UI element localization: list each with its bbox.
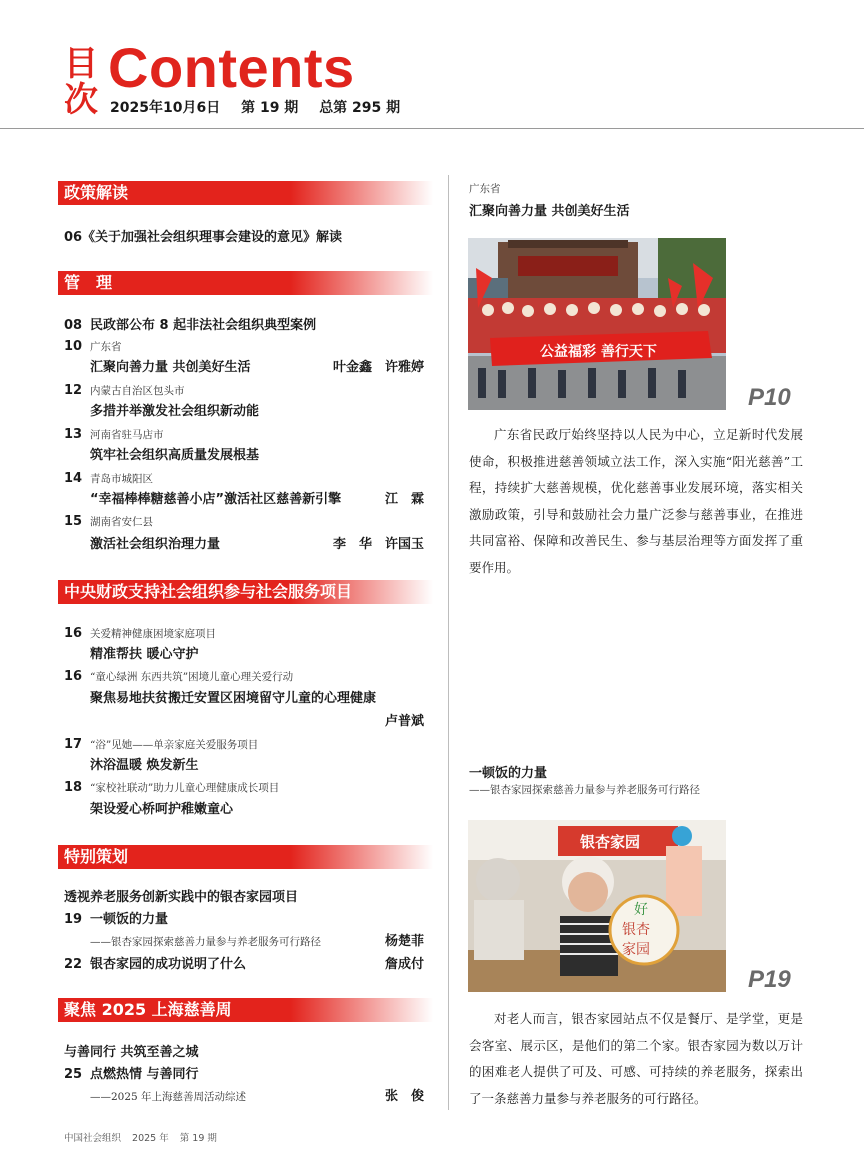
article-title: 聚焦易地扶贫搬迁安置区困境留守儿童的心理健康: [90, 691, 377, 706]
article-title: 筑牢社会组织高质量发展根基: [90, 448, 260, 463]
toc-entry[interactable]: [64, 910, 424, 930]
toc-entry[interactable]: [64, 446, 424, 466]
issue-number: 第 19 期: [241, 100, 299, 116]
article-title: 银杏家园的成功说明了什么: [90, 957, 247, 972]
footer-year: 2025 年: [132, 1133, 169, 1144]
article-author: 叶金鑫 许雅婷: [332, 360, 424, 375]
feature-heading: 与善同行 共筑至善之城: [64, 1045, 199, 1060]
column-divider: [448, 175, 449, 1110]
page-number: 13: [64, 427, 83, 442]
article-author: 张 俊: [384, 1089, 424, 1104]
total-issue-number: 总第 295 期: [319, 100, 401, 116]
toc-entry[interactable]: [64, 402, 424, 422]
page-number: 12: [64, 383, 83, 398]
article-title: 汇聚向善力量 共创美好生活: [90, 360, 251, 375]
contents-title: Contents: [108, 36, 355, 99]
article-author: 江 霖: [384, 492, 424, 507]
elderly-diners-illustration: [468, 820, 726, 992]
feature-photo-charity-event: [468, 238, 726, 410]
feature-heading: 透视养老服务创新实践中的银杏家园项目: [64, 890, 299, 905]
ginkgo-sign-text: 银杏家园: [580, 833, 641, 851]
region-label: 广东省: [90, 341, 122, 353]
region-label: 湖南省安仁县: [90, 516, 153, 528]
toc-entry-author-line: [64, 712, 424, 732]
toc-entry[interactable]: [64, 645, 424, 665]
feature-page-ref: P10: [748, 384, 791, 411]
article-title: 《关于加强社会组织理事会建设的意见》解读: [82, 230, 343, 245]
toc-entry[interactable]: [64, 316, 424, 336]
article-title: 精准帮扶 暖心守护: [90, 647, 199, 662]
feature-subtitle: ——银杏家园探索慈善力量参与养老服务可行路径: [469, 784, 700, 796]
fan-top-char: 好: [634, 902, 648, 918]
section-banner-policy: [58, 181, 433, 205]
article-subtitle: ——银杏家园探索慈善力量参与养老服务可行路径: [90, 936, 321, 948]
article-title: 激活社会组织治理力量: [90, 537, 221, 552]
page-number: 18: [64, 780, 83, 795]
page-number: 14: [64, 471, 83, 486]
section-banner-management: [58, 271, 433, 295]
toc-entry-region: [64, 778, 424, 798]
article-title: 民政部公布 8 起非法社会组织典型案例: [90, 318, 317, 333]
toc-entry-region: [64, 735, 424, 755]
toc-entry-region: [64, 624, 424, 644]
fan-line-1: 银杏: [622, 922, 650, 938]
region-label: 青岛市城阳区: [90, 473, 153, 485]
section-label: 政策解读: [64, 183, 129, 202]
page-number: 08: [64, 318, 83, 333]
feature-photo-elderly-diners: [468, 820, 726, 992]
fan-line-2: 家园: [622, 942, 650, 958]
article-title: 点燃热情 与善同行: [90, 1067, 199, 1082]
page-number: 17: [64, 737, 83, 752]
toc-entry-region: [64, 381, 424, 401]
article-title: 沐浴温暖 焕发新生: [90, 758, 199, 773]
toc-entry[interactable]: [64, 756, 424, 776]
article-subtitle: ——2025 年上海慈善周活动综述: [90, 1091, 247, 1103]
toc-entry[interactable]: [64, 535, 424, 555]
page-number: 16: [64, 669, 83, 684]
section-label: 管 理: [64, 273, 113, 292]
section-banner-focus: [58, 998, 433, 1022]
toc-entry[interactable]: [64, 689, 424, 709]
toc-entry[interactable]: [64, 800, 424, 820]
issue-info: [110, 97, 416, 117]
feature-page-ref: P19: [748, 966, 791, 993]
charity-event-illustration: [468, 238, 726, 410]
article-title: 架设爱心桥呵护稚嫩童心: [90, 802, 234, 817]
toc-entry-region: [64, 667, 424, 687]
page-number: 15: [64, 514, 83, 529]
issue-date: 2025年10月6日: [110, 100, 221, 116]
section-label: 特别策划: [64, 847, 129, 866]
article-author: 卢普斌: [384, 714, 424, 729]
project-label: “童心绿洲 东西共筑”困境儿童心理关爱行动: [90, 671, 294, 683]
project-label: 关爱精神健康困境家庭项目: [90, 628, 216, 640]
toc-entry[interactable]: [64, 490, 424, 510]
mulu-heading: [64, 46, 106, 118]
footer-issue: 第 19 期: [179, 1133, 217, 1144]
page-number: 10: [64, 339, 83, 354]
article-author: 詹成付: [384, 957, 424, 972]
toc-entry-subtitle: [64, 1087, 424, 1107]
toc-entry-region: [64, 425, 424, 445]
toc-entry[interactable]: [64, 358, 424, 378]
event-banner-text: 公益福彩 善行天下: [540, 344, 657, 360]
article-title: “幸福棒棒糖慈善小店”激活社区慈善新引擎: [90, 492, 342, 507]
toc-entry[interactable]: [64, 228, 424, 248]
section-heading: [64, 888, 424, 908]
article-author: 杨楚菲: [384, 934, 424, 949]
feature-summary: 广东省民政厅始终坚持以人民为中心，立足新时代发展使命，积极推进慈善领域立法工作，深入实施“阳光慈善”工程，持续扩大慈善规模，优化慈善事业发展环境，落实相关激励政策，引导和鼓励社会力量广泛参与慈善事业，在推进共同富裕、保障和改善民生、参与基层治理等方面发挥了重要作用。: [469, 427, 803, 575]
feature-title[interactable]: 一顿饭的力量: [469, 766, 548, 781]
project-label: “家校社联动”助力儿童心理健康成长项目: [90, 782, 280, 794]
region-label: 内蒙古自治区包头市: [90, 385, 185, 397]
header-divider: [0, 128, 864, 129]
footer-magazine: 中国社会组织: [64, 1133, 122, 1144]
section-label: 中央财政支持社会组织参与社会服务项目: [64, 582, 353, 601]
toc-entry[interactable]: [64, 1065, 424, 1085]
article-title: 多措并举激发社会组织新动能: [90, 404, 260, 419]
page-footer: [64, 1130, 225, 1144]
toc-entry-subtitle: [64, 932, 424, 952]
region-label: 河南省驻马店市: [90, 429, 164, 441]
article-author: 李 华 许国玉: [332, 537, 424, 552]
feature-title[interactable]: 汇聚向善力量 共创美好生活: [469, 204, 630, 219]
section-banner-special: [58, 845, 433, 869]
section-label: 聚焦 2025 上海慈善周: [64, 1000, 232, 1019]
toc-entry-region: [64, 512, 424, 532]
page-number: 22: [64, 957, 83, 972]
project-label: “浴”见她——单亲家庭关爱服务项目: [90, 739, 259, 751]
section-banner-central: [58, 580, 433, 604]
toc-entry-region: [64, 337, 424, 357]
page-number: 16: [64, 626, 83, 641]
toc-entry-region: [64, 469, 424, 489]
mulu-bottom-char: 次: [64, 80, 98, 120]
feature-region: 广东省: [469, 183, 501, 195]
page-number: 19: [64, 912, 83, 927]
mulu-top-char: 目: [64, 44, 98, 84]
page-number: 25: [64, 1067, 83, 1082]
page-number: 06: [64, 230, 83, 245]
feature-summary: 对老人而言，银杏家园站点不仅是餐厅、是学堂，更是会客室、展示区，是他们的第二个家。银杏家园为数以万计的困难老人提供了可及、可感、可持续的养老服务，探索出了一条慈善力量参与养老服务的可行路径。: [469, 1011, 803, 1106]
section-heading: [64, 1043, 424, 1063]
toc-entry[interactable]: [64, 955, 424, 975]
article-title: 一顿饭的力量: [90, 912, 169, 927]
